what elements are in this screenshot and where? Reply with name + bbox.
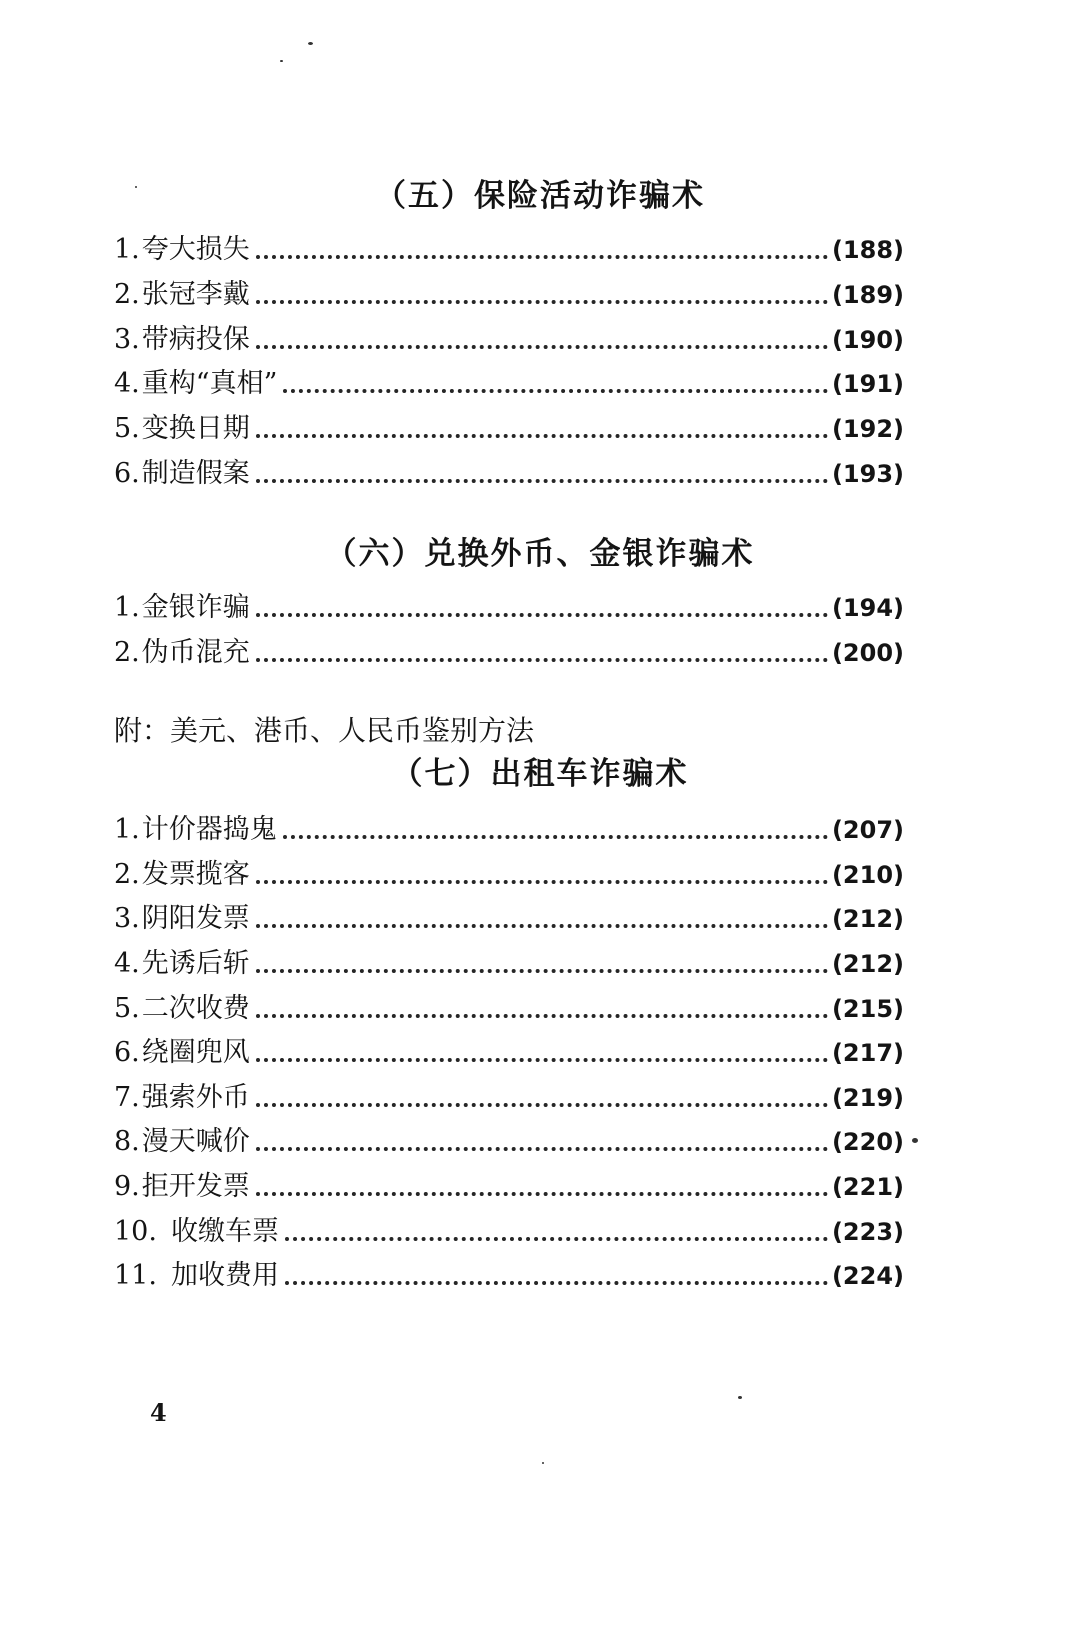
dot-leader: [256, 880, 828, 884]
toc-entry[interactable]: [114, 1212, 904, 1250]
dot-leader: [283, 389, 828, 393]
toc-entry[interactable]: [114, 944, 904, 982]
scan-speck: [135, 186, 137, 188]
entry-number: 4.: [114, 368, 140, 399]
entry-page: (215): [831, 995, 904, 1023]
entry-title: 张冠李戴: [141, 279, 250, 310]
entry-page: (193): [831, 460, 904, 488]
dot-leader: [283, 835, 828, 839]
scan-speck: [308, 42, 313, 45]
entry-number: 2.: [114, 637, 140, 668]
dot-leader: [256, 1058, 828, 1062]
toc-entry[interactable]: [114, 899, 904, 937]
entry-number: 4.: [114, 948, 140, 979]
section-title: （六）兑换外币、金银诈骗术: [325, 536, 755, 572]
page-number: 4: [150, 1398, 167, 1427]
entry-number: 2.: [114, 279, 140, 310]
entry-page: (224): [831, 1262, 904, 1290]
entry-title: 带病投保: [141, 324, 250, 355]
toc-entry[interactable]: [114, 1033, 904, 1071]
entry-page: (200): [831, 639, 904, 667]
entry-number: 1.: [114, 592, 140, 623]
toc-entry[interactable]: [114, 1167, 904, 1205]
toc-entry[interactable]: [114, 855, 904, 893]
toc-entry[interactable]: [114, 1256, 904, 1294]
scan-speck: [280, 60, 283, 62]
toc-entry[interactable]: [114, 810, 904, 848]
entry-page: (217): [831, 1039, 904, 1067]
dot-leader: [256, 1014, 828, 1018]
entry-page: (192): [831, 415, 904, 443]
entry-title: 金银诈骗: [141, 592, 250, 623]
entry-number: 2.: [114, 859, 140, 890]
dot-leader: [256, 1192, 828, 1196]
toc-entry[interactable]: [114, 320, 904, 358]
entry-title: 加收费用: [170, 1260, 279, 1291]
dot-leader: [256, 969, 828, 973]
toc-entry[interactable]: [114, 409, 904, 447]
entry-page: (223): [831, 1218, 904, 1246]
entry-title: 变换日期: [141, 413, 250, 444]
entry-title: 二次收费: [141, 993, 250, 1024]
appendix-note: 附：美元、港币、人民币鉴别方法: [114, 714, 535, 747]
entry-page: (190): [831, 326, 904, 354]
entry-number: 5.: [114, 993, 140, 1024]
entry-page: (210): [831, 861, 904, 889]
toc-entry[interactable]: [114, 454, 904, 492]
toc-entry[interactable]: [114, 1122, 904, 1160]
entry-number: 5.: [114, 413, 140, 444]
entry-title: 漫天喊价: [141, 1126, 250, 1157]
section-title: （七）出租车诈骗术: [391, 756, 689, 792]
entry-title: 阴阳发票: [141, 903, 250, 934]
toc-entry[interactable]: [114, 989, 904, 1027]
entry-number: 8.: [114, 1126, 140, 1157]
entry-title: 制造假案: [141, 458, 250, 489]
entry-page: (221): [831, 1173, 904, 1201]
dot-leader: [285, 1237, 828, 1241]
entry-number: 1.: [114, 814, 140, 845]
dot-leader: [256, 613, 828, 617]
dot-leader: [256, 479, 828, 483]
entry-number: 3.: [114, 903, 140, 934]
toc-entry[interactable]: [114, 588, 904, 626]
entry-page: (194): [831, 594, 904, 622]
scan-speck: [738, 1396, 742, 1399]
dot-leader: [256, 1147, 828, 1151]
entry-title: 绕圈兜风: [141, 1037, 250, 1068]
toc-entry[interactable]: [114, 230, 904, 268]
entry-title: 拒开发票: [141, 1171, 250, 1202]
dot-leader: [256, 255, 828, 259]
entry-number: 6.: [114, 1037, 140, 1068]
dot-leader: [256, 658, 828, 662]
entry-title: 夸大损失: [141, 234, 250, 265]
entry-number: 10.: [114, 1216, 157, 1247]
entry-title: 强索外币: [141, 1082, 250, 1113]
scan-speck: [542, 1462, 544, 1464]
scan-speck: [912, 1138, 918, 1143]
entry-title: 发票揽客: [141, 859, 250, 890]
entry-title: 伪币混充: [141, 637, 250, 668]
entry-title: 收缴车票: [170, 1216, 279, 1247]
entry-page: (212): [831, 905, 904, 933]
entry-title: 计价器捣鬼: [141, 814, 277, 845]
entry-title: 重构“真相”: [141, 368, 278, 399]
dot-leader: [285, 1281, 828, 1285]
entry-page: (220): [831, 1128, 904, 1156]
dot-leader: [256, 434, 828, 438]
entry-number: 3.: [114, 324, 140, 355]
entry-page: (191): [831, 370, 904, 398]
entry-title: 先诱后斩: [141, 948, 250, 979]
dot-leader: [256, 300, 828, 304]
dot-leader: [256, 345, 828, 349]
section-title: （五）保险活动诈骗术: [375, 178, 705, 214]
entry-number: 11.: [114, 1260, 157, 1291]
toc-entry[interactable]: [114, 364, 904, 402]
toc-entry[interactable]: [114, 1078, 904, 1116]
toc-entry[interactable]: [114, 275, 904, 313]
dot-leader: [256, 924, 828, 928]
toc-entry[interactable]: [114, 633, 904, 671]
entry-number: 6.: [114, 458, 140, 489]
entry-number: 9.: [114, 1171, 140, 1202]
entry-page: (188): [831, 236, 904, 264]
entry-page: (219): [831, 1084, 904, 1112]
entry-page: (207): [831, 816, 904, 844]
entry-page: (189): [831, 281, 904, 309]
entry-number: 1.: [114, 234, 140, 265]
entry-page: (212): [831, 950, 904, 978]
dot-leader: [256, 1103, 828, 1107]
entry-number: 7.: [114, 1082, 140, 1113]
